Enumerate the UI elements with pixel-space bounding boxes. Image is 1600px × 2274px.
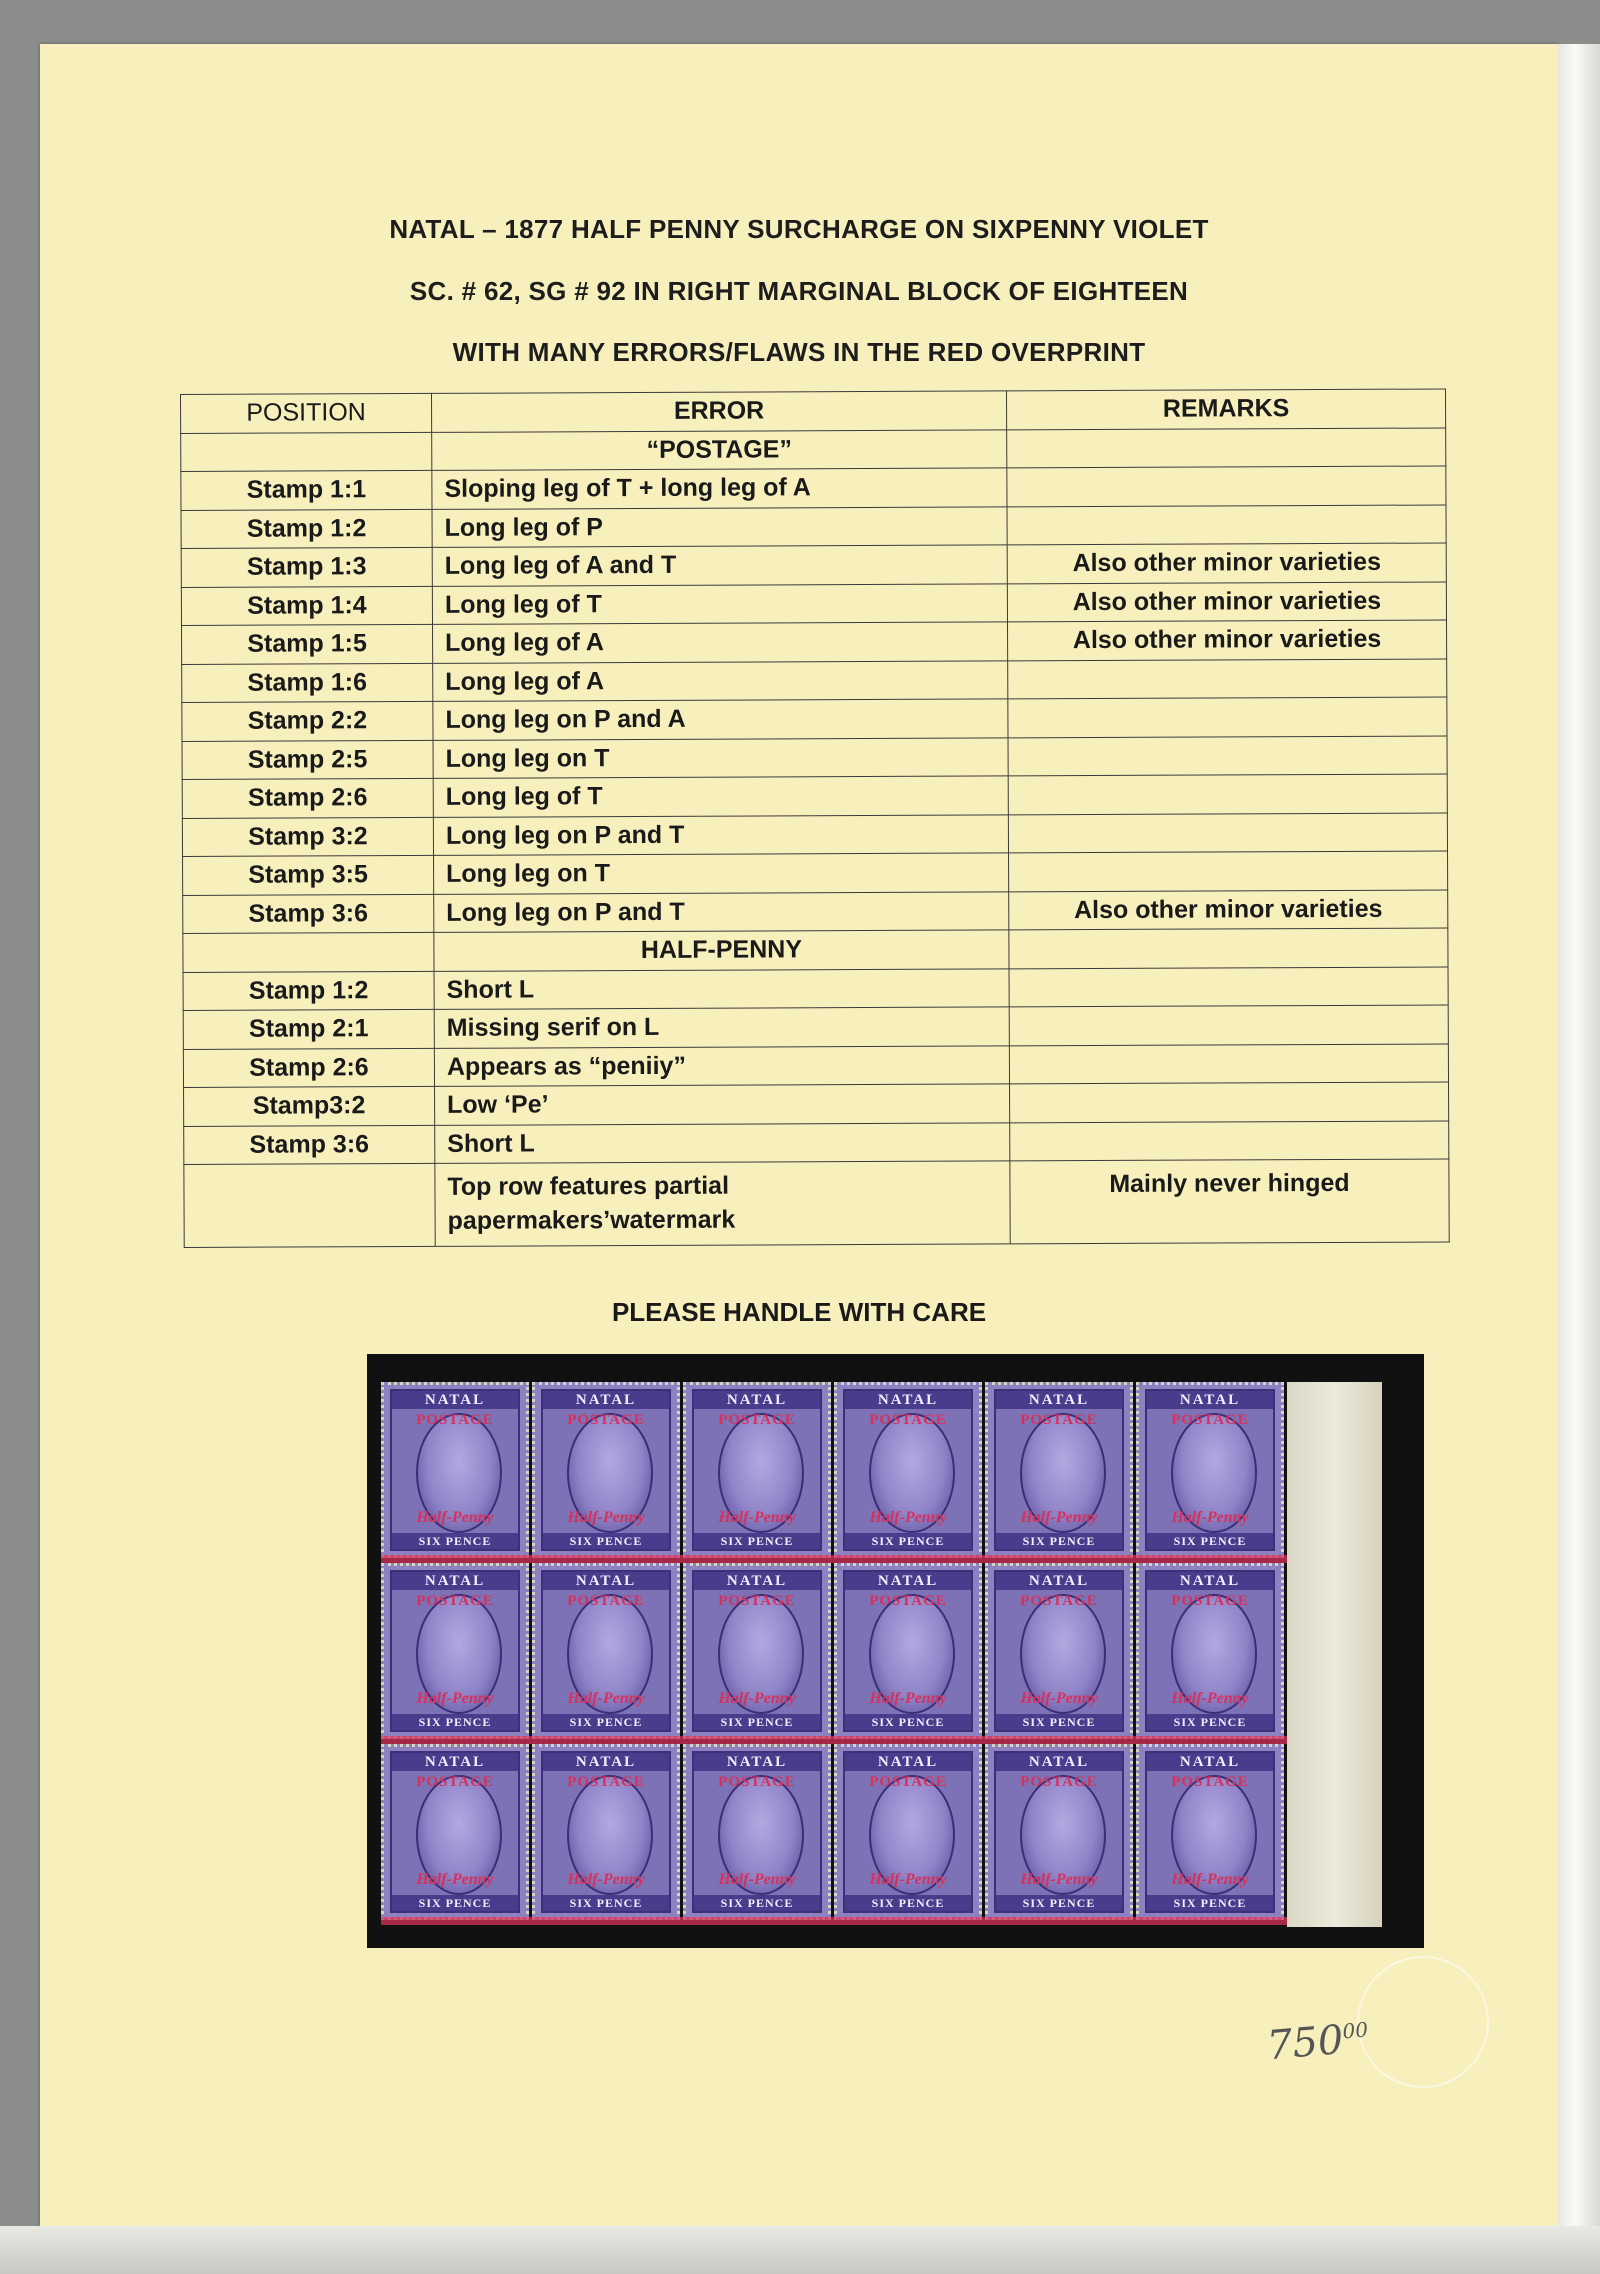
error-cell: Low ‘Pe’ [435, 1084, 1010, 1125]
page-edge [1558, 44, 1600, 2226]
position-cell [184, 1163, 435, 1247]
error-cell: Appears as “peniiy” [434, 1045, 1009, 1086]
table-row [181, 581, 1446, 625]
table-section-row [181, 427, 1446, 471]
stamp [1136, 1563, 1284, 1739]
overprint-half-penny: Half-Penny [869, 1871, 947, 1888]
table-row [184, 1159, 1449, 1248]
stamp-frame [843, 1570, 973, 1732]
error-cell: Long leg on T [434, 853, 1009, 894]
stamp-value-label: SIX PENCE [392, 1714, 518, 1730]
stamp-value-label: SIX PENCE [392, 1533, 518, 1549]
remarks-cell [1010, 1120, 1449, 1160]
position-cell: Stamp 1:4 [181, 586, 432, 626]
stamp [683, 1744, 831, 1920]
position-cell: Stamp 3:6 [184, 1125, 435, 1165]
price-main: 750 [1265, 2016, 1346, 2070]
stamp [381, 1744, 529, 1920]
table-row [181, 504, 1446, 548]
handle-note: PLEASE HANDLE WITH CARE [611, 1297, 987, 1327]
position-cell: Stamp 2:5 [182, 740, 433, 780]
stamp-value-label: SIX PENCE [543, 1533, 669, 1549]
table-row [182, 697, 1447, 741]
price-note [1265, 2015, 1370, 2070]
stamp-mount [367, 1354, 1424, 1948]
stamp-frame [390, 1570, 520, 1732]
remarks-cell [1008, 735, 1447, 775]
stamp-frame [692, 1751, 822, 1913]
price-sup: 00 [1341, 2017, 1369, 2044]
stamp-country-label: NATAL [996, 1572, 1122, 1590]
overprint-postage: POSTAGE [1171, 1412, 1249, 1428]
header-position: POSITION [181, 393, 432, 433]
overprint-postage: POSTAGE [718, 1774, 796, 1790]
stamp-value-label: SIX PENCE [996, 1533, 1122, 1549]
overprint-half-penny: Half-Penny [869, 1509, 947, 1526]
overprint-half-penny: Half-Penny [416, 1871, 494, 1888]
table-row [182, 812, 1447, 856]
overprint-postage: POSTAGE [1020, 1774, 1098, 1790]
stamp [1136, 1382, 1284, 1558]
stamp-frame [390, 1751, 520, 1913]
stamp-country-label: NATAL [1147, 1753, 1273, 1771]
error-cell: Long leg on T [433, 737, 1008, 778]
title-line-2: SC. # 62, SG # 92 IN RIGHT MARGINAL BLOCK OF EIGHTEEN [409, 276, 1189, 306]
stamp-value-label: SIX PENCE [543, 1714, 669, 1730]
stamp-frame [390, 1389, 520, 1551]
remarks-cell [1009, 851, 1448, 891]
remarks-cell [1008, 812, 1447, 852]
stamp-country-label: NATAL [845, 1391, 971, 1409]
error-cell: Top row features partial papermakers’watermark [435, 1161, 1010, 1247]
stamp [532, 1744, 680, 1920]
position-cell: Stamp 3:6 [183, 894, 434, 934]
overprint-half-penny: Half-Penny [416, 1690, 494, 1707]
stamp-country-label: NATAL [543, 1753, 669, 1771]
overprint-half-penny: Half-Penny [1171, 1871, 1249, 1888]
remarks-cell [1008, 697, 1447, 737]
overprint-half-penny: Half-Penny [718, 1871, 796, 1888]
stamp-country-label: NATAL [845, 1753, 971, 1771]
title-line-3: WITH MANY ERRORS/FLAWS IN THE RED OVERPRINT [452, 337, 1146, 367]
stamp [381, 1382, 529, 1558]
stamp-country-label: NATAL [996, 1753, 1122, 1771]
position-cell: Stamp 3:5 [183, 855, 434, 895]
error-cell: Long leg of T [432, 583, 1007, 624]
error-cell: Missing serif on L [434, 1007, 1009, 1048]
overprint-half-penny: Half-Penny [567, 1509, 645, 1526]
header-error: ERROR [431, 391, 1006, 432]
stamp-block [381, 1382, 1382, 1927]
table-row [184, 1082, 1449, 1126]
stamp [985, 1744, 1133, 1920]
table-row [184, 1120, 1449, 1164]
position-cell [181, 432, 432, 472]
overprint-half-penny: Half-Penny [1020, 1509, 1098, 1526]
overprint-postage: POSTAGE [1171, 1593, 1249, 1609]
price-circle-mark [1357, 1956, 1489, 2088]
position-cell: Stamp 2:2 [182, 701, 433, 741]
remarks-cell [1008, 774, 1447, 814]
stamp [834, 1563, 982, 1739]
stamp-value-label: SIX PENCE [694, 1533, 820, 1549]
stamp-frame [1145, 1570, 1275, 1732]
overprint-postage: POSTAGE [869, 1412, 947, 1428]
stamp-frame [692, 1389, 822, 1551]
table-header-row [181, 389, 1446, 433]
bottom-edge [0, 2226, 1600, 2274]
remarks-cell [1009, 1005, 1448, 1045]
table-row [183, 889, 1448, 933]
remarks-cell [1010, 1082, 1449, 1122]
stamp-value-label: SIX PENCE [845, 1533, 971, 1549]
table-row [183, 1043, 1448, 1087]
overprint-postage: POSTAGE [416, 1593, 494, 1609]
stamp-country-label: NATAL [392, 1391, 518, 1409]
stamp [532, 1382, 680, 1558]
overprint-half-penny: Half-Penny [1020, 1690, 1098, 1707]
table-section-row [183, 928, 1448, 972]
stamp-value-label: SIX PENCE [543, 1895, 669, 1911]
overprint-postage: POSTAGE [718, 1593, 796, 1609]
stamp [985, 1382, 1133, 1558]
table-row [183, 966, 1448, 1010]
stamp-value-label: SIX PENCE [996, 1714, 1122, 1730]
overprint-half-penny: Half-Penny [718, 1690, 796, 1707]
overprint-half-penny: Half-Penny [869, 1690, 947, 1707]
overprint-postage: POSTAGE [1171, 1774, 1249, 1790]
stamp-frame [994, 1570, 1124, 1732]
table-row [183, 1005, 1448, 1049]
overprint-postage: POSTAGE [567, 1412, 645, 1428]
section-postage: “POSTAGE” [432, 429, 1007, 470]
stamp [834, 1382, 982, 1558]
error-cell: Long leg of T [433, 776, 1008, 817]
position-cell: Stamp 2:6 [183, 1048, 434, 1088]
overprint-postage: POSTAGE [567, 1774, 645, 1790]
overprint-postage: POSTAGE [567, 1593, 645, 1609]
table-row [182, 620, 1447, 664]
remarks-cell [1007, 427, 1446, 467]
overprint-half-penny: Half-Penny [718, 1509, 796, 1526]
stamp [381, 1563, 529, 1739]
overprint-half-penny: Half-Penny [567, 1690, 645, 1707]
stamp [683, 1382, 831, 1558]
stamp-frame [843, 1389, 973, 1551]
stamp-frame [541, 1389, 671, 1551]
position-cell: Stamp 2:1 [183, 1009, 434, 1049]
table-row [181, 466, 1446, 510]
remarks-cell: Also other minor varieties [1009, 889, 1448, 929]
position-cell: Stamp 3:2 [182, 817, 433, 857]
position-cell [183, 932, 434, 972]
position-cell: Stamp 1:5 [182, 624, 433, 664]
stamp-frame [692, 1570, 822, 1732]
stamp-frame [843, 1751, 973, 1913]
stamp-frame [541, 1570, 671, 1732]
remarks-cell: Also other minor varieties [1007, 581, 1446, 621]
remarks-cell [1007, 504, 1446, 544]
position-cell: Stamp 2:6 [182, 778, 433, 818]
overprint-postage: POSTAGE [416, 1774, 494, 1790]
stamp-value-label: SIX PENCE [845, 1714, 971, 1730]
error-cell: Long leg on P and T [434, 891, 1009, 932]
error-table [180, 388, 1450, 1248]
red-overprint-bar [381, 1917, 1287, 1925]
table-body [181, 427, 1450, 1247]
stamp-value-label: SIX PENCE [996, 1895, 1122, 1911]
stamp-country-label: NATAL [845, 1572, 971, 1590]
error-cell: Sloping leg of T + long leg of A [432, 468, 1007, 509]
overprint-half-penny: Half-Penny [1171, 1509, 1249, 1526]
stamp-country-label: NATAL [543, 1572, 669, 1590]
overprint-postage: POSTAGE [718, 1412, 796, 1428]
position-cell: Stamp 1:1 [181, 470, 432, 510]
error-cell: Long leg of A and T [432, 545, 1007, 586]
header-remarks: REMARKS [1006, 389, 1445, 429]
table-row [182, 735, 1447, 779]
error-cell: Short L [435, 1122, 1010, 1163]
stamp-value-label: SIX PENCE [1147, 1714, 1273, 1730]
error-cell: Long leg of A [433, 660, 1008, 701]
stamp-country-label: NATAL [1147, 1572, 1273, 1590]
overprint-half-penny: Half-Penny [416, 1509, 494, 1526]
stamp-country-label: NATAL [694, 1753, 820, 1771]
error-cell: Long leg of P [432, 506, 1007, 547]
overprint-postage: POSTAGE [869, 1774, 947, 1790]
stamp-value-label: SIX PENCE [845, 1895, 971, 1911]
sheet-margin [1287, 1382, 1382, 1927]
stamp-frame [1145, 1751, 1275, 1913]
overprint-postage: POSTAGE [1020, 1593, 1098, 1609]
red-overprint-bar [381, 1555, 1287, 1563]
stamp-value-label: SIX PENCE [694, 1714, 820, 1730]
stamp-frame [541, 1751, 671, 1913]
remarks-cell: Also other minor varieties [1007, 543, 1446, 583]
title-line-1: NATAL – 1877 HALF PENNY SURCHARGE ON SIXPENNY VIOLET [389, 214, 1209, 244]
remarks-cell [1009, 966, 1448, 1006]
red-overprint-bar [381, 1736, 1287, 1744]
remarks-cell: Mainly never hinged [1010, 1159, 1449, 1244]
album-page [40, 44, 1558, 2226]
table-row [182, 658, 1447, 702]
stamp-country-label: NATAL [392, 1753, 518, 1771]
overprint-half-penny: Half-Penny [567, 1871, 645, 1888]
stamp-country-label: NATAL [543, 1391, 669, 1409]
error-cell: Short L [434, 968, 1009, 1009]
stamp-country-label: NATAL [694, 1391, 820, 1409]
stamp-country-label: NATAL [694, 1572, 820, 1590]
stamp [834, 1744, 982, 1920]
table-row [183, 851, 1448, 895]
stamp-country-label: NATAL [1147, 1391, 1273, 1409]
position-cell: Stamp 1:3 [181, 547, 432, 587]
stamp-value-label: SIX PENCE [1147, 1895, 1273, 1911]
error-cell: Long leg on P and A [433, 699, 1008, 740]
section-halfpenny: HALF-PENNY [434, 930, 1009, 971]
remarks-cell [1009, 1043, 1448, 1083]
stamp-country-label: NATAL [996, 1391, 1122, 1409]
stamp-country-label: NATAL [392, 1572, 518, 1590]
stamp [532, 1563, 680, 1739]
stamp-frame [1145, 1389, 1275, 1551]
position-cell: Stamp3:2 [184, 1086, 435, 1126]
remarks-cell: Also other minor varieties [1008, 620, 1447, 660]
remarks-cell [1009, 928, 1448, 968]
stamp-value-label: SIX PENCE [694, 1895, 820, 1911]
stamp [1136, 1744, 1284, 1920]
table-row [181, 543, 1446, 587]
stamp-value-label: SIX PENCE [1147, 1533, 1273, 1549]
position-cell: Stamp 1:6 [182, 663, 433, 703]
stamp-value-label: SIX PENCE [392, 1895, 518, 1911]
remarks-cell [1008, 658, 1447, 698]
overprint-half-penny: Half-Penny [1171, 1690, 1249, 1707]
position-cell: Stamp 1:2 [181, 509, 432, 549]
overprint-postage: POSTAGE [1020, 1412, 1098, 1428]
overprint-postage: POSTAGE [869, 1593, 947, 1609]
position-cell: Stamp 1:2 [183, 971, 434, 1011]
stamp-frame [994, 1389, 1124, 1551]
stamp-frame [994, 1751, 1124, 1913]
stamp [683, 1563, 831, 1739]
remarks-cell [1007, 466, 1446, 506]
overprint-half-penny: Half-Penny [1020, 1871, 1098, 1888]
overprint-postage: POSTAGE [416, 1412, 494, 1428]
error-cell: Long leg of A [433, 622, 1008, 663]
error-cell: Long leg on P and T [433, 814, 1008, 855]
stamp [985, 1563, 1133, 1739]
table-row [182, 774, 1447, 818]
